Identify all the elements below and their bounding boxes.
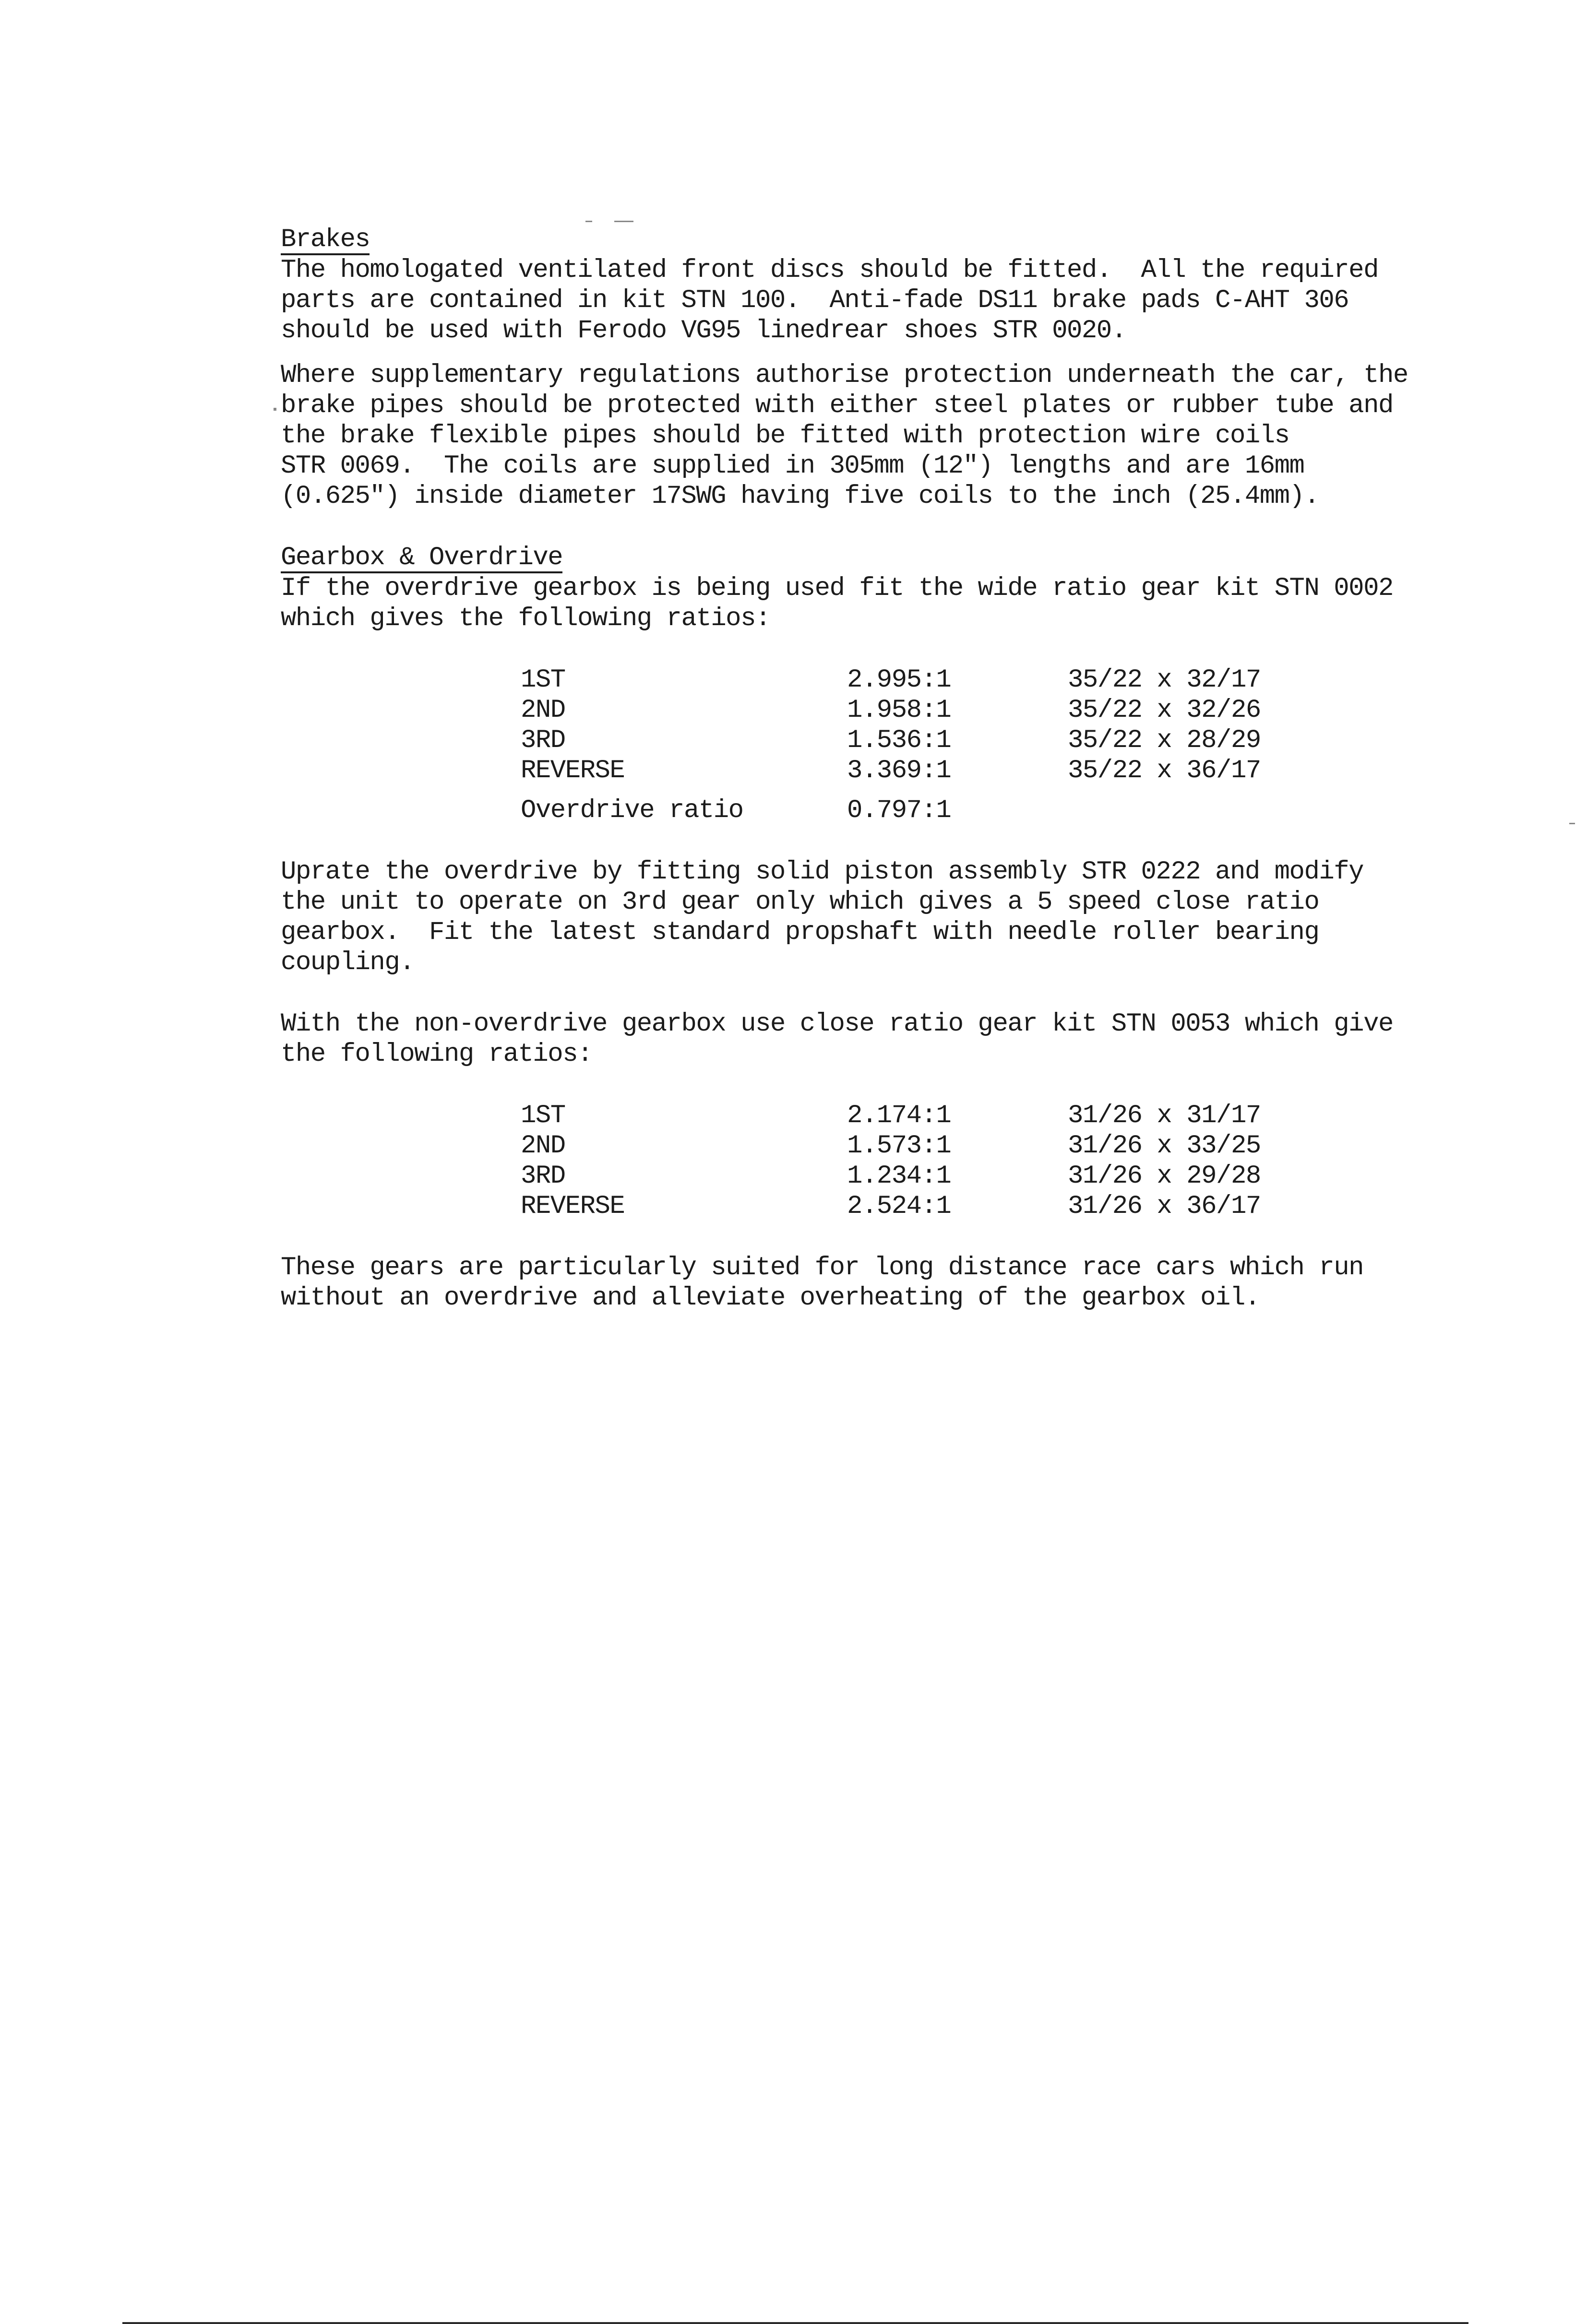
- text-line: gearbox. Fit the latest standard propshaft with needle roller bearing: [281, 918, 1319, 947]
- gear-name: REVERSE: [521, 756, 625, 785]
- text-line: coupling.: [281, 948, 415, 977]
- gear-name: 3RD: [521, 726, 565, 755]
- text-line: which gives the following ratios:: [281, 604, 770, 633]
- text-line: Uprate the overdrive by fitting solid piston assembly STR 0222 and modify: [281, 857, 1364, 887]
- table-row: [521, 1131, 1336, 1161]
- gear-teeth: 35/22 x 36/17: [1068, 756, 1261, 785]
- table-row: [521, 695, 1336, 725]
- document-body: [281, 225, 1423, 1313]
- close-ratio-table: [521, 1101, 1336, 1221]
- table-row: [521, 1161, 1336, 1191]
- gearbox-intro: [281, 573, 1423, 634]
- footer-rule: [122, 2322, 1468, 2324]
- text-line: If the overdrive gearbox is being used fit the wide ratio gear kit STN 0002: [281, 574, 1393, 603]
- gear-name: 2ND: [521, 696, 565, 725]
- gear-name: REVERSE: [521, 1192, 625, 1221]
- gear-name: 1ST: [521, 665, 565, 695]
- overdrive-ratio-label: Overdrive ratio: [521, 796, 743, 825]
- gear-name: 3RD: [521, 1162, 565, 1191]
- gear-teeth: 31/26 x 33/25: [1068, 1131, 1261, 1161]
- brakes-paragraph-1: [281, 255, 1423, 346]
- text-line: the unit to operate on 3rd gear only which gives a 5 speed close ratio: [281, 888, 1319, 917]
- scan-speck: [585, 221, 592, 222]
- overdrive-ratio-table: [521, 665, 1336, 826]
- gear-teeth: 31/26 x 36/17: [1068, 1192, 1261, 1221]
- table-row: [521, 725, 1336, 756]
- gear-ratio: 1.958:1: [847, 696, 951, 725]
- gear-ratio: 3.369:1: [847, 756, 951, 785]
- brakes-paragraph-2: [281, 360, 1423, 511]
- overdrive-ratio-value: 0.797:1: [847, 796, 951, 825]
- gear-ratio: 2.995:1: [847, 665, 951, 695]
- gear-teeth: 31/26 x 31/17: [1068, 1101, 1261, 1130]
- gear-ratio: 1.536:1: [847, 726, 951, 755]
- uprate-paragraph: [281, 857, 1423, 978]
- gearbox-section: [281, 543, 1423, 1313]
- text-line: brake pipes should be protected with either steel plates or rubber tube and: [281, 391, 1393, 420]
- gear-teeth: 35/22 x 32/26: [1068, 696, 1261, 725]
- text-line: With the non-overdrive gearbox use close ratio gear kit STN 0053 which give: [281, 1009, 1393, 1039]
- text-line: the following ratios:: [281, 1040, 593, 1069]
- table-row: [521, 1101, 1336, 1131]
- gear-teeth: 31/26 x 29/28: [1068, 1162, 1261, 1191]
- text-line: These gears are particularly suited for long distance race cars which run: [281, 1253, 1364, 1282]
- text-line: The homologated ventilated front discs should be fitted. All the required: [281, 256, 1378, 285]
- text-line: STR 0069. The coils are supplied in 305mm (12") lengths and are 16mm: [281, 451, 1304, 481]
- table-row: [521, 1191, 1336, 1221]
- overdrive-ratio-row: [521, 795, 1336, 826]
- scan-speck: [274, 408, 276, 411]
- gear-name: 2ND: [521, 1131, 565, 1161]
- gear-ratio: 1.573:1: [847, 1131, 951, 1161]
- closing-paragraph: [281, 1253, 1423, 1313]
- table-row: [521, 665, 1336, 695]
- table-row: [521, 756, 1336, 786]
- brakes-heading: Brakes: [281, 225, 370, 254]
- brakes-section: [281, 225, 1423, 511]
- gear-teeth: 35/22 x 28/29: [1068, 726, 1261, 755]
- scan-speck: [1569, 823, 1575, 824]
- text-line: parts are contained in kit STN 100. Anti-fade DS11 brake pads C-AHT 306: [281, 286, 1349, 315]
- non-overdrive-paragraph: [281, 1009, 1423, 1069]
- gear-ratio: 1.234:1: [847, 1162, 951, 1191]
- text-line: the brake flexible pipes should be fitted with protection wire coils: [281, 421, 1289, 451]
- gearbox-heading: Gearbox & Overdrive: [281, 543, 563, 572]
- gear-name: 1ST: [521, 1101, 565, 1130]
- text-line: Where supplementary regulations authorise protection underneath the car, the: [281, 361, 1408, 390]
- gear-ratio: 2.174:1: [847, 1101, 951, 1130]
- scan-speck: [614, 221, 633, 222]
- text-line: should be used with Ferodo VG95 linedrear shoes STR 0020.: [281, 316, 1126, 345]
- text-line: (0.625") inside diameter 17SWG having five coils to the inch (25.4mm).: [281, 482, 1319, 511]
- gear-ratio: 2.524:1: [847, 1192, 951, 1221]
- text-line: without an overdrive and alleviate overheating of the gearbox oil.: [281, 1283, 1260, 1313]
- gear-teeth: 35/22 x 32/17: [1068, 665, 1261, 695]
